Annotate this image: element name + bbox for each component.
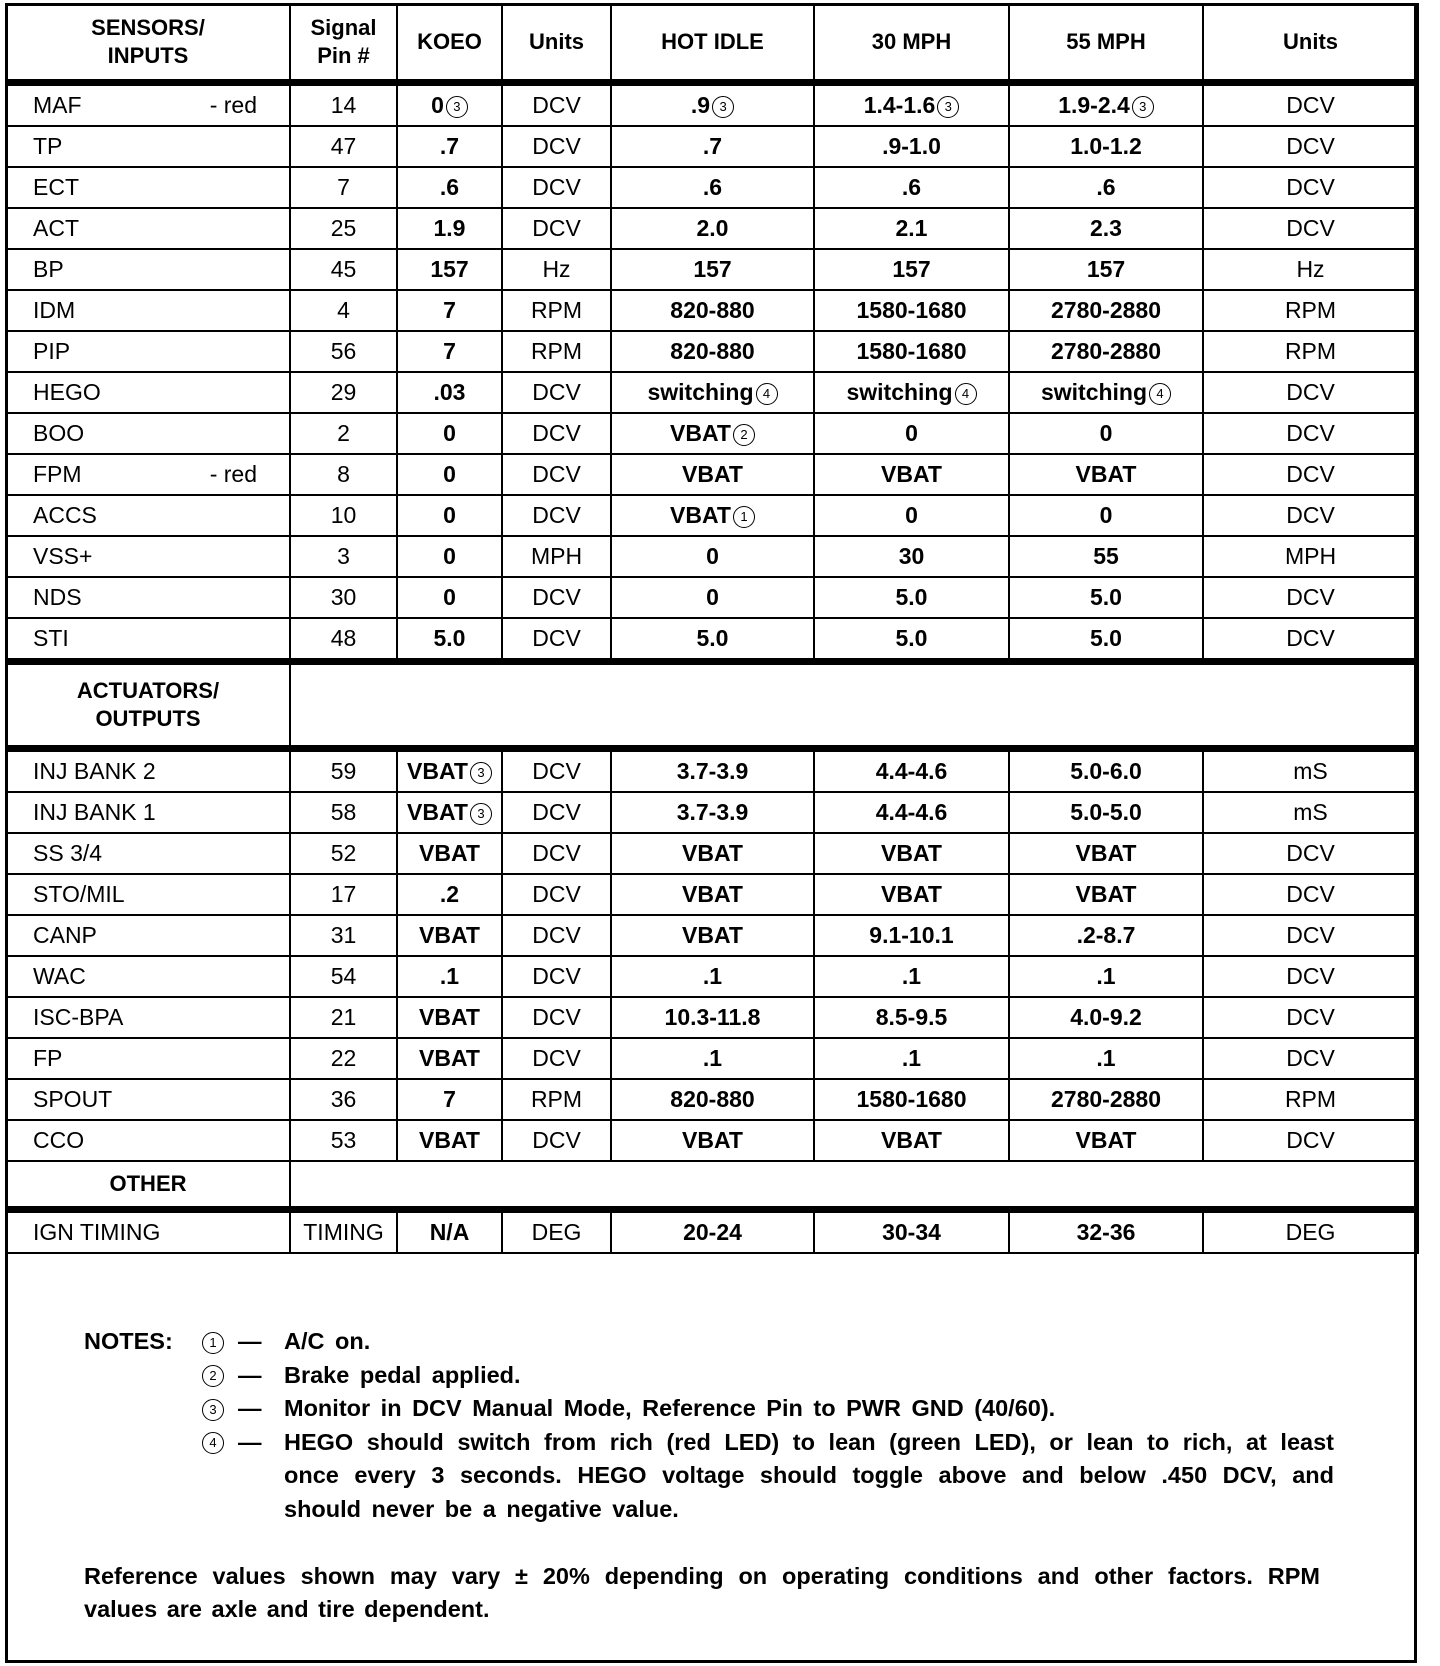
- hot-idle-value: switching 4: [611, 372, 814, 413]
- hot-idle-value: .1: [611, 1038, 814, 1079]
- hot-idle-value: VBAT 2: [611, 413, 814, 454]
- component-name: IDM: [6, 290, 290, 331]
- circled-note-3-icon: 3: [712, 96, 734, 118]
- units-value: RPM: [502, 290, 611, 331]
- hot-idle-value: 820-880: [611, 331, 814, 372]
- component-name: FP: [6, 1038, 290, 1079]
- table-row: [6, 167, 1418, 208]
- component-name: BOO: [6, 413, 290, 454]
- table-row: [6, 331, 1418, 372]
- 30-mph-value: VBAT: [814, 833, 1009, 874]
- hot-idle-value: 5.0: [611, 618, 814, 662]
- units-value: DCV: [502, 874, 611, 915]
- 55-mph-value: 0: [1009, 495, 1203, 536]
- 55-mph-value: .6: [1009, 167, 1203, 208]
- units-value: RPM: [502, 1079, 611, 1120]
- table-row: [6, 956, 1418, 997]
- signal-pin: 8: [290, 454, 397, 495]
- component-name: SS 3/4: [6, 833, 290, 874]
- units-value-2: DCV: [1203, 126, 1418, 167]
- 55-mph-value: 1.9-2.4 3: [1009, 83, 1203, 127]
- component-name: PIP: [6, 331, 290, 372]
- note-item: [84, 1359, 1334, 1393]
- 30-mph-value: .6: [814, 167, 1009, 208]
- table-row: [6, 1120, 1418, 1161]
- table-row: [6, 249, 1418, 290]
- units-value-2: Hz: [1203, 249, 1418, 290]
- table-row: [6, 833, 1418, 874]
- koeo-value: 0 3: [397, 83, 502, 127]
- circled-note-3-icon: 3: [937, 96, 959, 118]
- units-value: DCV: [502, 833, 611, 874]
- signal-pin: 52: [290, 833, 397, 874]
- component-name: WAC: [6, 956, 290, 997]
- 30-mph-value: 8.5-9.5: [814, 997, 1009, 1038]
- section-spacer: [290, 1161, 1418, 1210]
- units-value-2: DCV: [1203, 833, 1418, 874]
- note-item: [84, 1325, 1334, 1359]
- koeo-value: VBAT: [397, 915, 502, 956]
- 30-mph-value: 4.4-4.6: [814, 749, 1009, 793]
- signal-pin: 3: [290, 536, 397, 577]
- table-row: [6, 454, 1418, 495]
- units-value: DCV: [502, 454, 611, 495]
- 30-mph-value: 2.1: [814, 208, 1009, 249]
- table-row: [6, 83, 1418, 127]
- hot-idle-value: VBAT: [611, 1120, 814, 1161]
- units-value: DCV: [502, 126, 611, 167]
- koeo-value: 157: [397, 249, 502, 290]
- 30-mph-value: 0: [814, 413, 1009, 454]
- signal-pin: 54: [290, 956, 397, 997]
- table-row: [6, 290, 1418, 331]
- note-dash: —: [238, 1328, 262, 1354]
- component-name: FPM - red: [6, 454, 290, 495]
- table-row: [6, 915, 1418, 956]
- units-value-2: DEG: [1203, 1210, 1418, 1254]
- notes-block: [84, 1325, 1334, 1526]
- units-value-2: RPM: [1203, 1079, 1418, 1120]
- hot-idle-value: .9 3: [611, 83, 814, 127]
- signal-pin: 56: [290, 331, 397, 372]
- 30-mph-value: .1: [814, 1038, 1009, 1079]
- table-row: [6, 1079, 1418, 1120]
- 30-mph-value: 1.4-1.6 3: [814, 83, 1009, 127]
- hot-idle-value: .1: [611, 956, 814, 997]
- units-value-2: DCV: [1203, 874, 1418, 915]
- note-dash: —: [238, 1428, 262, 1455]
- component-name: INJ BANK 2: [6, 749, 290, 793]
- signal-pin: 25: [290, 208, 397, 249]
- note-text: Brake pedal applied.: [284, 1361, 521, 1388]
- koeo-value: .03: [397, 372, 502, 413]
- units-value: DCV: [502, 577, 611, 618]
- table-row: [6, 749, 1418, 793]
- component-name: ECT: [6, 167, 290, 208]
- hot-idle-value: .7: [611, 126, 814, 167]
- reference-disclaimer: Reference values shown may vary ± 20% depending on operating conditions and other factors. RPM values are axle and tire dependent.: [84, 1563, 1320, 1622]
- units-value-2: DCV: [1203, 208, 1418, 249]
- koeo-value: .2: [397, 874, 502, 915]
- units-value-2: mS: [1203, 792, 1418, 833]
- koeo-value: VBAT: [397, 833, 502, 874]
- hot-idle-value: 0: [611, 577, 814, 618]
- units-value: DEG: [502, 1210, 611, 1254]
- units-value-2: RPM: [1203, 290, 1418, 331]
- 30-mph-value: .1: [814, 956, 1009, 997]
- signal-pin: TIMING: [290, 1210, 397, 1254]
- koeo-value: 0: [397, 454, 502, 495]
- circled-note-3-icon: 3: [446, 96, 468, 118]
- circled-note-3-icon: 3: [470, 803, 492, 825]
- signal-pin: 17: [290, 874, 397, 915]
- units-value: MPH: [502, 536, 611, 577]
- 55-mph-value: 157: [1009, 249, 1203, 290]
- component-name: INJ BANK 1: [6, 792, 290, 833]
- units-value: RPM: [502, 331, 611, 372]
- other-label: OTHER: [6, 1161, 290, 1210]
- hot-idle-value: VBAT 1: [611, 495, 814, 536]
- 55-mph-value: .2-8.7: [1009, 915, 1203, 956]
- hot-idle-value: 157: [611, 249, 814, 290]
- koeo-value: VBAT 3: [397, 749, 502, 793]
- units-value: DCV: [502, 1120, 611, 1161]
- hot-idle-value: VBAT: [611, 454, 814, 495]
- koeo-value: 1.9: [397, 208, 502, 249]
- header-signal-pin: Signal Pin #: [290, 4, 397, 83]
- koeo-value: 7: [397, 290, 502, 331]
- reference-values-table: [5, 3, 1419, 1254]
- note-dash: —: [238, 1395, 262, 1421]
- hot-idle-value: 10.3-11.8: [611, 997, 814, 1038]
- units-value: DCV: [502, 618, 611, 662]
- signal-pin: 53: [290, 1120, 397, 1161]
- hot-idle-value: VBAT: [611, 874, 814, 915]
- table-row: [6, 577, 1418, 618]
- signal-pin: 30: [290, 577, 397, 618]
- circled-note-3-icon: 3: [1132, 96, 1154, 118]
- component-name: ISC-BPA: [6, 997, 290, 1038]
- 55-mph-value: 2780-2880: [1009, 290, 1203, 331]
- component-name: CANP: [6, 915, 290, 956]
- header-55-mph: 55 MPH: [1009, 4, 1203, 83]
- note-item: [84, 1392, 1334, 1426]
- koeo-value: VBAT: [397, 1038, 502, 1079]
- note-item: [84, 1426, 1334, 1527]
- units-value: DCV: [502, 208, 611, 249]
- table-row: [6, 495, 1418, 536]
- hot-idle-value: 820-880: [611, 1079, 814, 1120]
- circled-note-3-icon: 3: [470, 762, 492, 784]
- signal-pin: 10: [290, 495, 397, 536]
- header-hot-idle: HOT IDLE: [611, 4, 814, 83]
- koeo-value: 0: [397, 577, 502, 618]
- units-value: DCV: [502, 1038, 611, 1079]
- table-row: [6, 1038, 1418, 1079]
- component-name: SPOUT: [6, 1079, 290, 1120]
- notes-label: [84, 1359, 200, 1393]
- 55-mph-value: VBAT: [1009, 874, 1203, 915]
- circled-note-2-icon: 2: [733, 424, 755, 446]
- hot-idle-value: 3.7-3.9: [611, 792, 814, 833]
- notes-label: [84, 1426, 200, 1527]
- signal-pin: 2: [290, 413, 397, 454]
- 55-mph-value: 32-36: [1009, 1210, 1203, 1254]
- circled-note-1-icon: 1: [202, 1332, 224, 1354]
- circled-note-3-icon: 3: [202, 1399, 224, 1421]
- units-value: DCV: [502, 997, 611, 1038]
- 55-mph-value: 0: [1009, 413, 1203, 454]
- sensors-body: [6, 83, 1418, 662]
- hot-idle-value: 2.0: [611, 208, 814, 249]
- 30-mph-value: VBAT: [814, 874, 1009, 915]
- 55-mph-value: 2780-2880: [1009, 331, 1203, 372]
- note-text: Monitor in DCV Manual Mode, Reference Pin to PWR GND (40/60).: [284, 1395, 1056, 1421]
- koeo-value: VBAT 3: [397, 792, 502, 833]
- koeo-value: VBAT: [397, 1120, 502, 1161]
- wire-color-tag: - red: [209, 92, 257, 118]
- notes-label: [84, 1392, 200, 1426]
- units-value: DCV: [502, 167, 611, 208]
- component-name: ACT: [6, 208, 290, 249]
- units-value-2: DCV: [1203, 413, 1418, 454]
- koeo-value: .6: [397, 167, 502, 208]
- table-row: [6, 997, 1418, 1038]
- units-value-2: DCV: [1203, 1038, 1418, 1079]
- units-value-2: DCV: [1203, 618, 1418, 662]
- component-name: HEGO: [6, 372, 290, 413]
- 30-mph-value: VBAT: [814, 1120, 1009, 1161]
- signal-pin: 22: [290, 1038, 397, 1079]
- 55-mph-value: 55: [1009, 536, 1203, 577]
- 30-mph-value: switching 4: [814, 372, 1009, 413]
- 55-mph-value: 5.0-6.0: [1009, 749, 1203, 793]
- 30-mph-value: 4.4-4.6: [814, 792, 1009, 833]
- hot-idle-value: VBAT: [611, 915, 814, 956]
- units-value-2: DCV: [1203, 1120, 1418, 1161]
- hot-idle-value: 20-24: [611, 1210, 814, 1254]
- units-value-2: DCV: [1203, 577, 1418, 618]
- signal-pin: 58: [290, 792, 397, 833]
- koeo-value: 5.0: [397, 618, 502, 662]
- circled-note-4-icon: 4: [756, 383, 778, 405]
- circled-note-1-icon: 1: [733, 506, 755, 528]
- hot-idle-value: .6: [611, 167, 814, 208]
- units-value: DCV: [502, 956, 611, 997]
- 30-mph-value: 5.0: [814, 618, 1009, 662]
- units-value: DCV: [502, 792, 611, 833]
- hot-idle-value: 0: [611, 536, 814, 577]
- 55-mph-value: VBAT: [1009, 1120, 1203, 1161]
- units-value-2: DCV: [1203, 454, 1418, 495]
- 30-mph-value: 30-34: [814, 1210, 1009, 1254]
- table-row: [6, 1210, 1418, 1254]
- table-row: [6, 618, 1418, 662]
- 30-mph-value: VBAT: [814, 454, 1009, 495]
- component-name: VSS+: [6, 536, 290, 577]
- 30-mph-value: 30: [814, 536, 1009, 577]
- table-row: [6, 208, 1418, 249]
- units-value-2: MPH: [1203, 536, 1418, 577]
- component-name: CCO: [6, 1120, 290, 1161]
- component-name: STO/MIL: [6, 874, 290, 915]
- 55-mph-value: 1.0-1.2: [1009, 126, 1203, 167]
- koeo-value: 7: [397, 1079, 502, 1120]
- 55-mph-value: 5.0-5.0: [1009, 792, 1203, 833]
- 30-mph-value: 1580-1680: [814, 1079, 1009, 1120]
- units-value: DCV: [502, 915, 611, 956]
- koeo-value: 7: [397, 331, 502, 372]
- units-value: DCV: [502, 372, 611, 413]
- 30-mph-value: 1580-1680: [814, 290, 1009, 331]
- 55-mph-value: 5.0: [1009, 577, 1203, 618]
- units-value-2: RPM: [1203, 331, 1418, 372]
- signal-pin: 45: [290, 249, 397, 290]
- signal-pin: 47: [290, 126, 397, 167]
- 55-mph-value: .1: [1009, 1038, 1203, 1079]
- component-name: NDS: [6, 577, 290, 618]
- hot-idle-value: 820-880: [611, 290, 814, 331]
- note-text: HEGO should switch from rich (red LED) to lean (green LED), or lean to rich, at least once every 3 seconds. HEGO voltage should toggle above and below .450 DCV, and should never be a negative value.: [284, 1428, 1334, 1522]
- 55-mph-value: 2.3: [1009, 208, 1203, 249]
- header-units: Units: [502, 4, 611, 83]
- units-value: DCV: [502, 413, 611, 454]
- signal-pin: 4: [290, 290, 397, 331]
- units-value: DCV: [502, 749, 611, 793]
- component-name: IGN TIMING: [6, 1210, 290, 1254]
- 55-mph-value: VBAT: [1009, 454, 1203, 495]
- 55-mph-value: .1: [1009, 956, 1203, 997]
- note-dash: —: [238, 1361, 262, 1388]
- units-value: DCV: [502, 83, 611, 127]
- 30-mph-value: 9.1-10.1: [814, 915, 1009, 956]
- koeo-value: VBAT: [397, 997, 502, 1038]
- 55-mph-value: VBAT: [1009, 833, 1203, 874]
- other-section: [6, 1161, 1418, 1210]
- component-name: STI: [6, 618, 290, 662]
- table-row: [6, 413, 1418, 454]
- 55-mph-value: 4.0-9.2: [1009, 997, 1203, 1038]
- units-value-2: DCV: [1203, 997, 1418, 1038]
- header-koeo: KOEO: [397, 4, 502, 83]
- koeo-value: 0: [397, 536, 502, 577]
- circled-note-4-icon: 4: [1149, 383, 1171, 405]
- 55-mph-value: 2780-2880: [1009, 1079, 1203, 1120]
- section-spacer: [290, 662, 1418, 749]
- units-value-2: DCV: [1203, 372, 1418, 413]
- signal-pin: 48: [290, 618, 397, 662]
- units-value-2: DCV: [1203, 167, 1418, 208]
- 30-mph-value: 0: [814, 495, 1009, 536]
- note-text: A/C on.: [284, 1328, 371, 1354]
- header-30-mph: 30 MPH: [814, 4, 1009, 83]
- units-value-2: DCV: [1203, 495, 1418, 536]
- circled-note-4-icon: 4: [955, 383, 977, 405]
- signal-pin: 31: [290, 915, 397, 956]
- units-value-2: mS: [1203, 749, 1418, 793]
- units-value-2: DCV: [1203, 956, 1418, 997]
- section-header-actuators: [6, 662, 1418, 749]
- actuators-body: [6, 749, 1418, 1162]
- units-value-2: DCV: [1203, 915, 1418, 956]
- 55-mph-value: 5.0: [1009, 618, 1203, 662]
- wire-color-tag: - red: [209, 461, 257, 487]
- 30-mph-value: .9-1.0: [814, 126, 1009, 167]
- signal-pin: 21: [290, 997, 397, 1038]
- signal-pin: 14: [290, 83, 397, 127]
- actuators-section: [6, 662, 1418, 749]
- hot-idle-value: VBAT: [611, 833, 814, 874]
- header-row: [6, 4, 1418, 83]
- table-row: [6, 126, 1418, 167]
- header-sensors-inputs: SENSORS/ INPUTS: [6, 4, 290, 83]
- actuators-outputs-label: ACTUATORS/ OUTPUTS: [6, 662, 290, 749]
- 30-mph-value: 1580-1680: [814, 331, 1009, 372]
- table-row: [6, 536, 1418, 577]
- koeo-value: .1: [397, 956, 502, 997]
- table-row: [6, 792, 1418, 833]
- circled-note-2-icon: 2: [202, 1365, 224, 1387]
- table-row: [6, 372, 1418, 413]
- signal-pin: 36: [290, 1079, 397, 1120]
- koeo-value: 0: [397, 495, 502, 536]
- signal-pin: 7: [290, 167, 397, 208]
- units-value: Hz: [502, 249, 611, 290]
- component-name: TP: [6, 126, 290, 167]
- component-name: BP: [6, 249, 290, 290]
- signal-pin: 29: [290, 372, 397, 413]
- component-name: MAF - red: [6, 83, 290, 127]
- section-header-other: [6, 1161, 1418, 1210]
- circled-note-4-icon: 4: [202, 1432, 224, 1454]
- units-value: DCV: [502, 495, 611, 536]
- units-value-2: DCV: [1203, 83, 1418, 127]
- header-units-2: Units: [1203, 4, 1418, 83]
- hot-idle-value: 3.7-3.9: [611, 749, 814, 793]
- 30-mph-value: 5.0: [814, 577, 1009, 618]
- other-body: [6, 1210, 1418, 1254]
- 55-mph-value: switching 4: [1009, 372, 1203, 413]
- 30-mph-value: 157: [814, 249, 1009, 290]
- signal-pin: 59: [290, 749, 397, 793]
- component-name: ACCS: [6, 495, 290, 536]
- notes-label: NOTES:: [84, 1328, 173, 1354]
- table-row: [6, 874, 1418, 915]
- koeo-value: N/A: [397, 1210, 502, 1254]
- koeo-value: 0: [397, 413, 502, 454]
- koeo-value: .7: [397, 126, 502, 167]
